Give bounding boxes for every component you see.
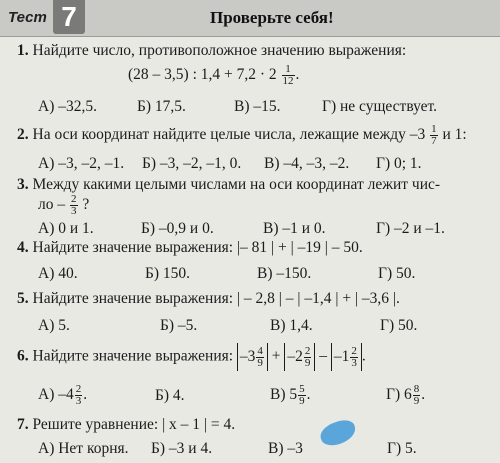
fraction [304, 346, 312, 369]
answer-b[interactable]: Б) 150. [145, 265, 191, 282]
question-number: 6. [17, 347, 29, 365]
answer-c[interactable]: В) –15. [234, 98, 281, 115]
question-7 [17, 416, 235, 434]
answer-d[interactable]: Г) 50. [378, 265, 416, 282]
answer-b[interactable]: Б) –3 и 4. [151, 440, 213, 457]
answer-d[interactable]: Г) 50. [380, 317, 418, 334]
question-3 [17, 176, 440, 194]
numerator: 1 [282, 64, 295, 76]
whole-part: –1 [333, 348, 350, 365]
answer-c[interactable]: В) –1 и 0. [263, 220, 326, 237]
expression-text: |– 81 | + | –19 | – 50. [236, 239, 363, 256]
fraction [70, 194, 78, 217]
question-number: 4. [17, 239, 29, 256]
denominator: 9 [257, 356, 263, 369]
fraction [413, 384, 421, 407]
question-5 [17, 290, 400, 308]
denominator: 9 [299, 395, 305, 407]
question-1-answers [38, 98, 498, 118]
answer-a[interactable]: А) –32,5. [38, 98, 97, 115]
numerator: 5 [299, 383, 305, 395]
answer-d[interactable] [386, 384, 425, 407]
answer-b[interactable]: Б) –0,9 и 0. [141, 220, 214, 237]
answer-b[interactable]: Б) 17,5. [137, 98, 186, 115]
question-text-end: ? [82, 196, 90, 214]
answer-end: . [421, 386, 426, 404]
answer-d[interactable]: Г) –2 и –1. [376, 220, 445, 237]
numerator: 2 [71, 193, 77, 205]
answer-c[interactable]: В) 1,4. [270, 317, 313, 334]
answer-c[interactable] [270, 384, 311, 407]
whole-part: –3 [239, 348, 256, 365]
question-4 [17, 239, 363, 257]
numerator: 1 [431, 123, 437, 135]
question-text: Найдите значение выражения: [32, 290, 234, 307]
denominator: 7 [431, 135, 437, 147]
fraction [350, 346, 358, 369]
question-text-end: и 1: [442, 126, 467, 144]
answer-d[interactable]: Г) не существует. [322, 98, 438, 115]
numerator: 4 [257, 344, 263, 357]
question-text: ло – [38, 196, 66, 214]
denominator: 3 [351, 356, 357, 369]
question-number: 2. [17, 126, 29, 144]
question-1-expression [128, 64, 299, 87]
answer-text: В) 5 [270, 386, 298, 404]
question-4-answers [38, 265, 498, 285]
answer-a[interactable]: А) Нет корня. [38, 440, 129, 457]
answer-a[interactable]: А) 5. [38, 317, 70, 334]
question-text: Решите уравнение: [32, 416, 159, 433]
test-header [0, 0, 500, 37]
expression-end: . [295, 66, 300, 84]
fraction [75, 384, 83, 407]
question-number: 5. [17, 290, 29, 307]
numerator: 2 [351, 344, 357, 357]
question-text: На оси координат найдите целые числа, лежащие между –3 [32, 126, 426, 144]
question-1 [17, 42, 406, 60]
answer-end: . [306, 386, 311, 404]
question-5-answers [38, 317, 498, 337]
question-2-answers [38, 155, 498, 175]
whole-part: –2 [287, 348, 303, 365]
answer-d[interactable]: Г) 0; 1. [376, 155, 422, 172]
question-text: Найдите число, противоположное значению выражения: [32, 42, 407, 59]
question-3-answers [38, 220, 498, 240]
operator: + [271, 347, 281, 365]
question-2 [17, 124, 467, 147]
question-text: Найдите значение выражения: [32, 239, 234, 256]
question-number: 1. [17, 42, 29, 59]
answer-c[interactable]: В) –3 [268, 440, 303, 457]
answer-c[interactable]: В) –150. [257, 265, 312, 282]
answer-b[interactable]: Б) –3, –2, –1, 0. [142, 155, 242, 172]
question-3-line-2 [38, 194, 89, 217]
denominator: 9 [304, 356, 311, 369]
question-6-answers [38, 384, 498, 412]
answer-d[interactable]: Г) 5. [387, 440, 417, 457]
question-7-answers [38, 440, 498, 460]
denominator: 3 [75, 395, 82, 407]
question-text: Найдите значение выражения: [32, 347, 234, 365]
fraction [282, 64, 295, 87]
numerator: 2 [304, 344, 311, 357]
question-number: 7. [17, 416, 29, 433]
numerator: 8 [413, 383, 420, 395]
answer-c[interactable]: В) –4, –3, –2. [264, 155, 350, 172]
denominator: 12 [282, 75, 294, 87]
denominator: 3 [71, 205, 77, 217]
test-number-badge: 7 [53, 0, 85, 34]
answer-b[interactable]: Б) 4. [155, 387, 185, 404]
expression-text: | – 2,8 | – | –1,4 | + | –3,6 |. [236, 290, 400, 307]
question-6 [17, 343, 366, 375]
test-label: Тест [8, 9, 47, 26]
answer-a[interactable] [38, 384, 87, 407]
operator: – [319, 347, 328, 365]
answer-text: Г) 6 [386, 386, 412, 404]
answer-a[interactable]: А) 40. [38, 265, 78, 282]
question-text: Между какими целыми числами на оси координат лежит чис- [32, 176, 441, 193]
answer-text: А) –4 [38, 386, 74, 404]
answer-a[interactable]: А) 0 и 1. [38, 220, 94, 237]
answer-a[interactable]: А) –3, –2, –1. [38, 155, 125, 172]
fraction [298, 384, 306, 407]
expression-end: . [361, 347, 366, 365]
expression-text: (28 – 3,5) : 1,4 + 7,2 · 2 [128, 66, 277, 84]
numerator: 2 [75, 383, 82, 395]
answer-b[interactable]: Б) –5. [160, 317, 198, 334]
question-number: 3. [17, 176, 29, 193]
answer-end: . [83, 386, 88, 404]
fraction [430, 124, 438, 147]
absolute-value [331, 343, 362, 371]
absolute-value [284, 343, 315, 371]
denominator: 9 [413, 395, 420, 407]
page-title: Проверьте себя! [210, 8, 334, 27]
fraction [256, 346, 264, 369]
expression-text: | x – 1 | = 4. [162, 416, 236, 433]
absolute-value [237, 343, 268, 371]
